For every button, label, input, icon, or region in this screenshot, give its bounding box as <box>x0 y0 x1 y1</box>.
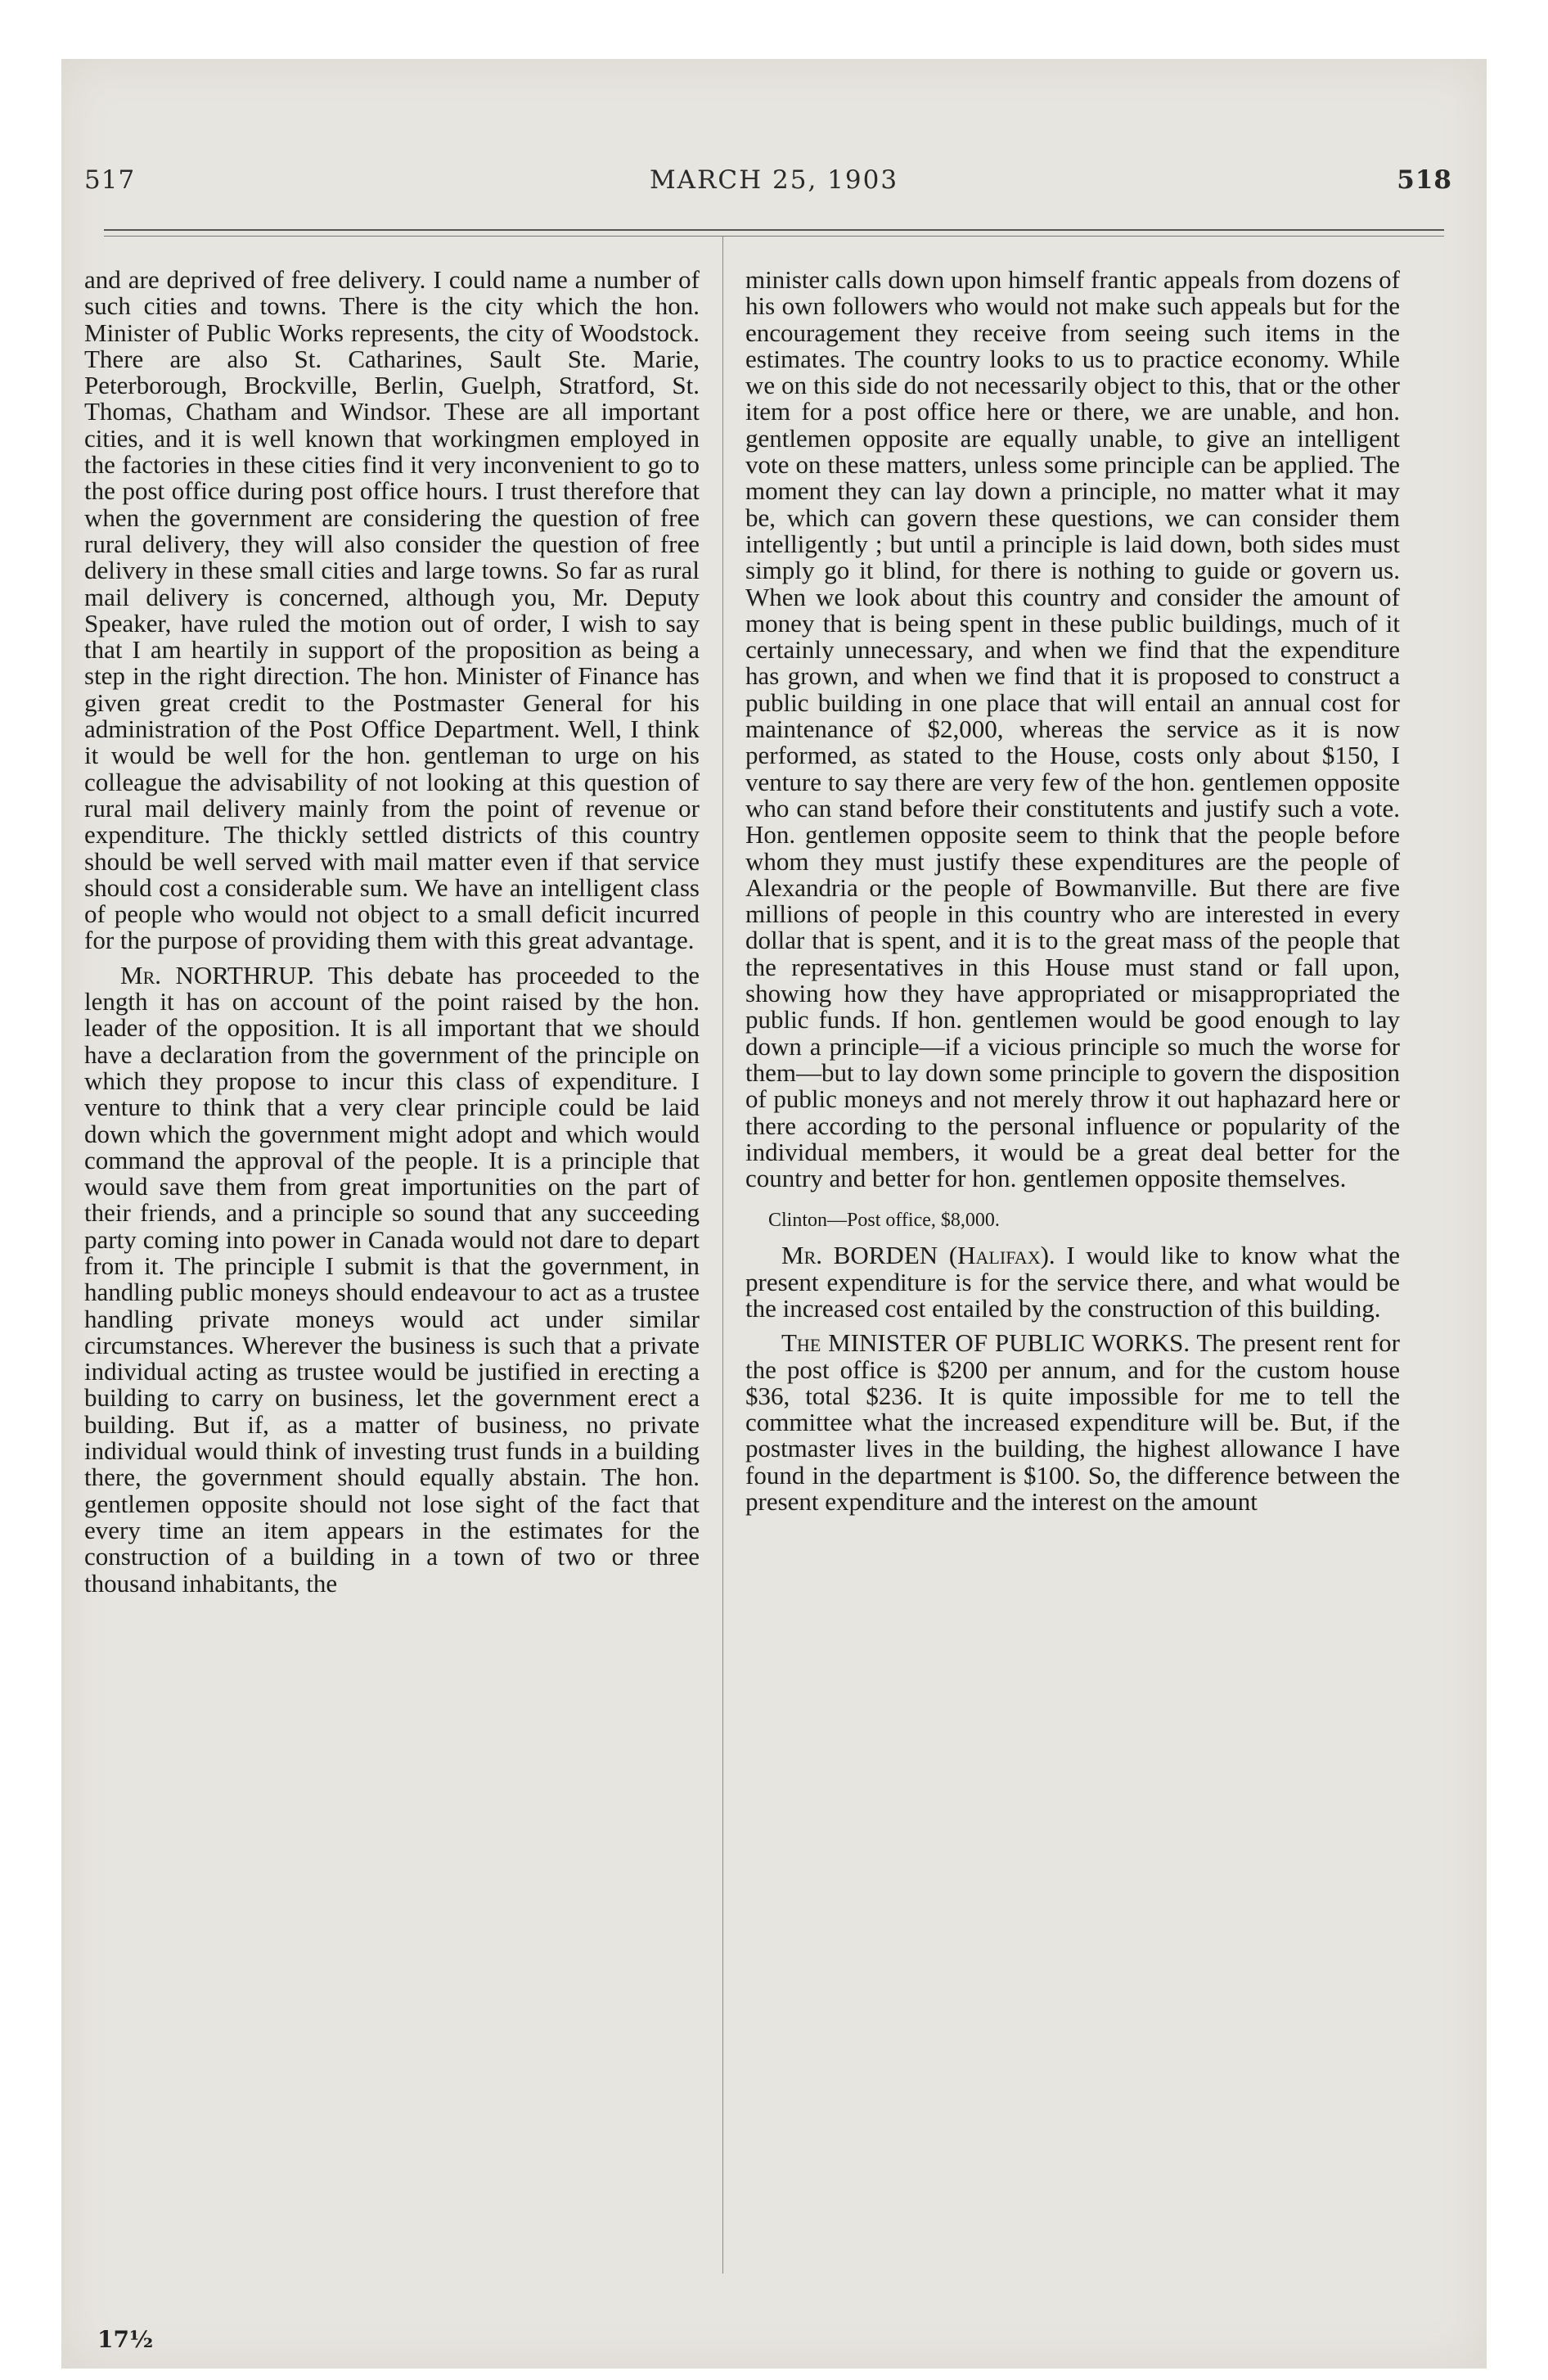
left-column <box>84 267 700 1597</box>
signature-mark: 17½ <box>97 2326 154 2353</box>
right-column <box>745 267 1400 1515</box>
speaker-name: Mr. BORDEN (Halifax). <box>781 1241 1055 1270</box>
speech-text: I would like to know what the present expenditure is for the service there, and what would be the increased cost entailed by the construction of this building. <box>745 1241 1400 1323</box>
page-header <box>61 165 1487 214</box>
page-number-left: 517 <box>84 165 136 195</box>
header-rule <box>104 229 1444 231</box>
right-paragraph-minister <box>745 1330 1400 1515</box>
left-paragraph-1: and are deprived of free delivery. I could name a number of such cities and towns. There is the city which the hon. Minister of Public Works represents, the city of Woodstock. There are also St. Catharines, Sault Ste. Marie, Peterborough, Brockville, Berlin, Guelph, Stratford, St. Thomas, Chatham and Windsor. These are all important cities, and it is well known that workingmen employed in the factories in these cities find it very inconvenient to go to the post office during post office hours. I trust therefore that when the government are considering the question of free rural delivery, they will also consider the question of free delivery in these small cities and large towns. So far as rural mail delivery is concerned, although you, Mr. Deputy Speaker, have ruled the motion out of order, I wish to say that I am heartily in support of the proposition as being a step in the right direction. The hon. Minister of Finance has given great credit to the Postmaster General for his administration of the Post Office Department. Well, I think it would be well for the hon. gentleman to urge on his colleague the advisability of not looking at this question of rural mail delivery mainly from the point of revenue or expenditure. The thickly settled districts of this country should be well served with mail matter even if that service should cost a considerable sum. We have an intelligent class of people who would not object to a small deficit incurred for the purpose of providing them with this great advantage. <box>84 265 700 955</box>
speaker-name: The MINISTER OF PUBLIC WORKS. <box>781 1328 1190 1358</box>
speech-text: This debate has proceeded to the length it has on account of the point raised by the hon. leader of the opposition. It is all important that we should have a declaration from the government of the principle on which they propose to incur this class of expenditure. I venture to think that a very clear principle could be laid down which the government might adopt and which would command the approval of the people. It is a principle that would save them from great importunities on the part of their friends, and a principle so sound that any succeeding party coming into power in Canada would not dare to depart from it. The principle I submit is that the government, in handling public moneys should endeavour to act as a trustee handling private moneys would act under similar circumstances. Wherever the business is such that a private individual acting as trustee would be justified in erecting a building to carry on business, let the government erect a building. But if, as a matter of business, no private individual would think of investing trust funds in a building there, the government should equally abstain. The hon. gentlemen opposite should not lose sight of the fact that every time an item appears in the estimates for the construction of a building in a town of two or three thousand inhabitants, the <box>84 960 700 1598</box>
header-rule-thin <box>104 236 1444 237</box>
page-date: MARCH 25, 1903 <box>649 165 899 195</box>
hansard-page <box>61 59 1487 2369</box>
page-number-right: 518 <box>1397 165 1452 195</box>
estimate-item: Clinton—Post office, $8,000. <box>768 1210 1000 1232</box>
right-paragraph-borden <box>745 1242 1400 1322</box>
speech-text: The present rent for the post office is $200 per annum, and for the custom house $36, total $236. It is quite impossible for me to tell the committee what the increased expenditure will be. But, if the postmaster lives in the building, the highest allowance I have found in the department is $100. So, the difference between the present expenditure and the interest on the amount <box>745 1328 1400 1517</box>
column-divider <box>722 236 723 2274</box>
right-paragraph-1: minister calls down upon himself frantic appeals from dozens of his own followers who would not make such appeals but for the encouragement they receive from seeing such items in the estimates. The country looks to us to practice economy. While we on this side do not necessarily object to this, that or the other item for a post office here or there, we are unable, and hon. gentlemen opposite are equally unable, to give an intelligent vote on these matters, unless some principle can be applied. The moment they can lay down a principle, no matter what it may be, which can govern these questions, we can consider them intelligently ; but until a principle is laid down, both sides must simply go it blind, for there is nothing to guide or govern us. When we look about this country and consider the amount of money that is being spent in these public buildings, much of it certainly unnecessary, and when we find that the expenditure has grown, and when we find that it is proposed to construct a public building in one place that will entail an annual cost for maintenance of $2,000, whereas the service as it is now performed, as stated to the House, costs only about $150, I venture to say there are very few of the hon. gentlemen opposite who can stand before their constitutents and justify such a vote. Hon. gentlemen opposite seem to think that the people before whom they must justify these expenditures are the people of Alexandria or the people of Bowmanville. But there are five millions of people in this country who are interested in every dollar that is spent, and it is to the great mass of the people that the representatives in this House must stand or fall upon, showing how they have appropriated or misappropriated the public funds. If hon. gentlemen would be good enough to lay down a principle—if a vicious principle so much the worse for them—but to lay down some principle to govern the disposition of public moneys and not merely throw it out haphazard here or there according to the personal influence or popularity of the individual members, it would be a great deal better for the country and better for hon. gentlemen opposite themselves. <box>745 265 1400 1193</box>
speaker-name: Mr. NORTHRUP. <box>120 960 314 989</box>
left-paragraph-northrup <box>84 962 700 1597</box>
